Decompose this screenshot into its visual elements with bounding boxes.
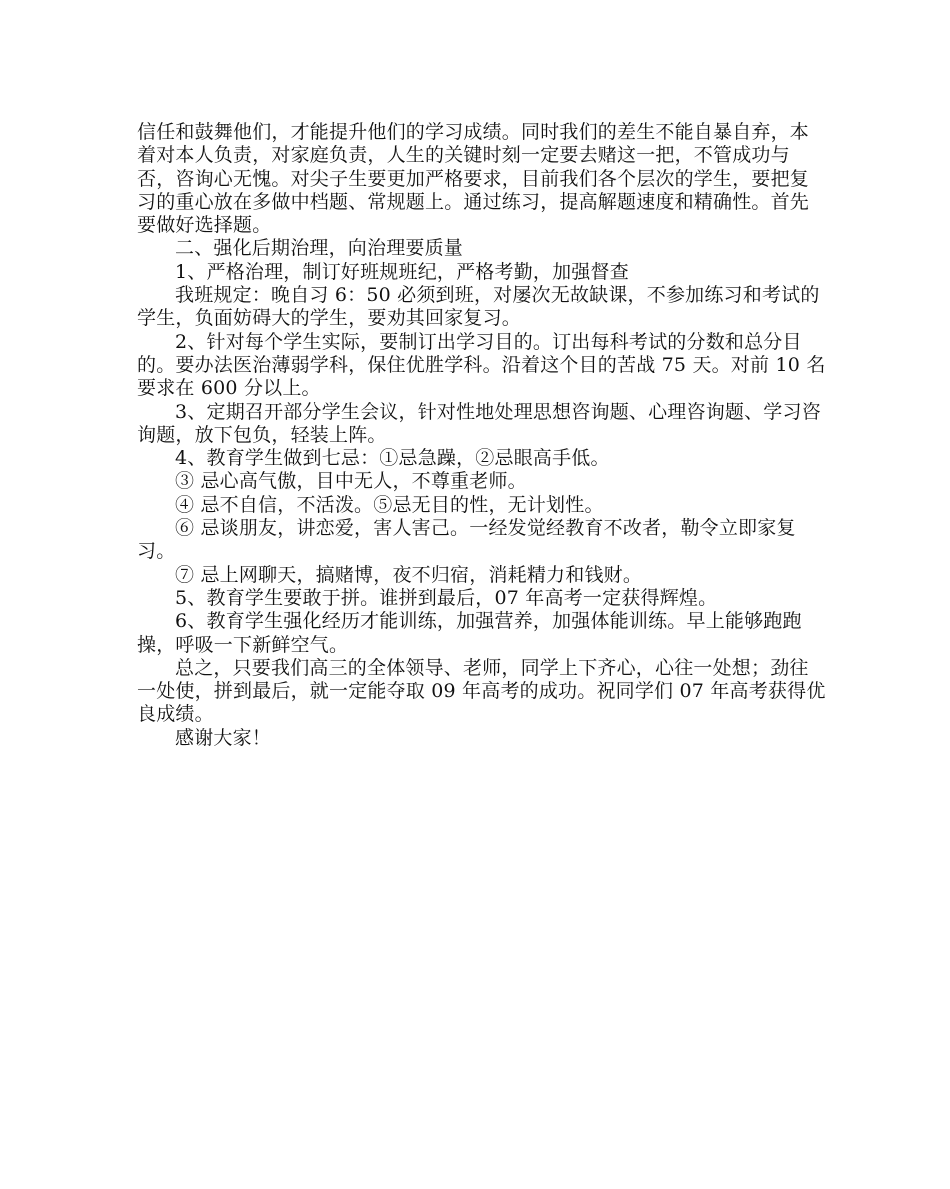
list-item: 1、严格治理，制订好班规班纪，严格考勤，加强督查: [175, 260, 629, 283]
list-item: 5、教育学生要敢于拼。谁拼到最后，07 年高考一定获得辉煌。: [175, 586, 718, 609]
sub-list-item: ⑥ 忌谈朋友，讲恋爱，害人害己。一经发觉经教育不改者，勒令立即家复习。: [137, 517, 796, 563]
thanks-line: 感谢大家！: [175, 726, 272, 749]
list-item: 3、定期召开部分学生会议，针对性地处理思想咨询题、心理咨询题、学习咨询题，放下包负，轻装上阵。: [137, 400, 821, 446]
paragraph: 我班规定：晚自习 6：50 必须到班，对屡次无故缺课，不参加练习和考试的学生，负面妨碍大的学生，要劝其回家复习。: [137, 284, 820, 330]
paragraph-continuation: 信任和鼓舞他们，才能提升他们的学习成绩。同时我们的差生不能自暴自弃，本着对本人负责，对家庭负责，人生的关键时刻一定要去赌这一把，不管成功与否，咨询心无愧。对尖子生要更加严格要求，目前我们各个层次的学生，要把复习的重心放在多做中档题、常规题上。通过练习，提高解题速度和精确性。首先要做好选择题。: [137, 121, 810, 237]
document-body: [137, 121, 827, 750]
sub-list-item: ③ 忌心高气傲，目中无人，不尊重老师。: [175, 470, 527, 493]
sub-list-item: ⑦ 忌上网聊天，搞赌博，夜不归宿，消耗精力和钱财。: [175, 563, 643, 586]
sub-list-item: ④ 忌不自信，不活泼。⑤忌无目的性，无计划性。: [175, 493, 604, 516]
section-heading: 二、强化后期治理，向治理要质量: [175, 237, 464, 260]
closing-paragraph: 总之，只要我们高三的全体领导、老师，同学上下齐心，心往一处想；劲往一处使，拼到最后，就一定能夺取 09 年高考的成功。祝同学们 07 年高考获得优良成绩。: [137, 656, 826, 726]
list-item: 2、针对每个学生实际，要制订出学习目的。订出每科考试的分数和总分目的。要办法医治薄弱学科，保住优胜学科。沿着这个目的苦战 75 天。对前 10 名要求在 600 分以上。: [137, 330, 826, 400]
list-item: 6、教育学生强化经历才能训练，加强营养，加强体能训练。早上能够跑跑操，呼吸一下新鲜空气。: [137, 610, 802, 656]
list-item: 4、教育学生做到七忌：①忌急躁，②忌眼高手低。: [175, 447, 610, 470]
